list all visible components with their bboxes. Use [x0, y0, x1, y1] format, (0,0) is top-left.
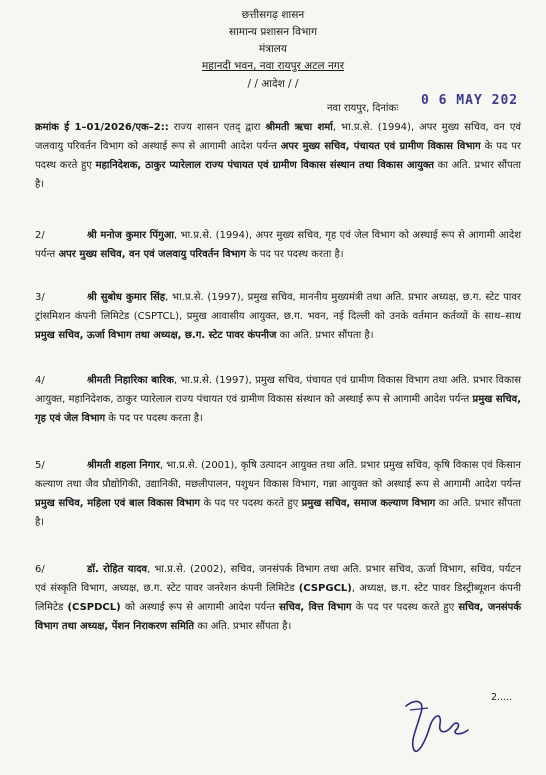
paragraph-number: 4/: [35, 375, 45, 386]
page-continuation: 2.....: [491, 692, 513, 703]
paragraph-3: 3/ श्री सुबोध कुमार सिंह, भा.प्र.से. (1997), प्रमुख सचिव, माननीय मुख्यमंत्री तथा अति. प्रभार अध्यक्ष, छ.ग. स्टेट पावर ट्रांसमिशन कंपनी लिमिटेड (CSPTCL), प्रमुख आवासीय आयुक्त, छ.ग. भवन, नई दिल्ली को उनके वर्तमान कर्तव्यों के साथ–साथ प्रमुख सचिव, ऊर्जा विभाग तथा अध्यक्ष, छ.ग. स्टेट पावर कंपनीज का अति. प्रभार सौंपता है।: [35, 288, 521, 345]
paragraph-2: 2/ श्री मनोज कुमार पिंगुआ, भा.प्र.से. (1994), अपर मुख्य सचिव, गृह एवं जेल विभाग को अस्थाई रूप से आगामी आदेश पर्यन्त अपर मुख्य सचिव, वन एवं जलवायु परिवर्तन विभाग के पद पर पदस्थ करता है।: [35, 226, 521, 264]
header-address: महानदी भवन, नवा रायपुर अटल नगर: [202, 60, 344, 72]
header-ministry: मंत्रालय: [258, 43, 287, 55]
paragraph-number: 6/: [35, 564, 45, 575]
paragraph-4: 4/ श्रीमती निहारिका बारिक, भा.प्र.से. (1997), प्रमुख सचिव, पंचायत एवं ग्रामीण विकास विभाग तथा अति. प्रभार विकास आयुक्त, महानिदेशक, ठाकुर प्यारेलाल राज्य पंचायत एवं ग्रामीण विकास संस्थान को अस्थाई रूप से आगामी आदेश पर्यन्त प्रमुख सचिव, गृह एवं जेल विभाग के पद पर पदस्थ करता है।: [35, 371, 521, 428]
place-date-label: नवा रायपुर, दिनांकः: [327, 103, 399, 114]
paragraph-number: 5/: [35, 460, 45, 471]
header-order-title: / / आदेश / /: [247, 78, 299, 90]
paragraph-1: क्रमांक ई 1–01/2026/एक–2:: राज्य शासन एतद् द्वारा श्रीमती ऋचा शर्मा, भा.प्र.से. (1994), अपर मुख्य सचिव, वन एवं जलवायु परिवर्तन विभाग को अस्थाई रूप से आगामी आदेश पर्यन्त अपर मुख्य सचिव, पंचायत एवं ग्रामीण विकास विभाग के पद पर पदस्थ करते हुए महानिदेशक, ठाकुर प्यारेलाल राज्य पंचायत एवं ग्रामीण विकास संस्थान तथा विकास आयुक्त का अति. प्रभार सौंपता है।: [35, 122, 521, 190]
header-department: सामान्य प्रशासन विभाग: [228, 26, 317, 38]
header-government: छत्तीसगढ़ शासन: [241, 9, 305, 21]
order-number: क्रमांक ई 1–01/2026/एक–2::: [35, 122, 169, 133]
paragraph-number: 3/: [35, 292, 45, 303]
paragraph-5: 5/ श्रीमती शहला निगार, भा.प्र.से. (2001), कृषि उत्पादन आयुक्त तथा अति. प्रभार प्रमुख सचिव, कृषि विकास एवं किसान कल्याण तथा जैव प्रौद्योगिकी, उद्यानिकी, मछलीपालन, पशुधन विकास विभाग, गन्ना आयुक्त को अस्थाई रूप से आगामी आदेश पर्यन्त प्रमुख सचिव, महिला एवं बाल विकास विभाग के पद पर पदस्थ करते हुए प्रमुख सचिव, समाज कल्याण विभाग का अति. प्रभार सौंपता है।: [35, 456, 521, 532]
paragraph-number: 2/: [35, 230, 45, 241]
signature: [396, 690, 476, 760]
paragraph-6: 6/ डॉ. रोहित यादव, भा.प्र.से. (2002), सचिव, जनसंपर्क विभाग तथा अति. प्रभार सचिव, ऊर्जा विभाग, सचिव, पर्यटन एवं संस्कृति विभाग, अध्यक्ष, छ.ग. स्टेट पावर जनरेशन कंपनी लिमिटेड (CSPGCL), अध्यक्ष, छ.ग. स्टेट पावर डिस्ट्रीब्यूशन कंपनी लिमिटेड (CSPDCL) को अस्थाई रूप से आगामी आदेश पर्यन्त सचिव, वित्त विभाग के पद पर पदस्थ करते हुए सचिव, जनसंपर्क विभाग तथा अध्यक्ष, पेंशन निराकरण समिति का अति. प्रभार सौंपता है।: [35, 560, 521, 636]
date-stamp: 0 6 MAY 202: [421, 93, 519, 108]
